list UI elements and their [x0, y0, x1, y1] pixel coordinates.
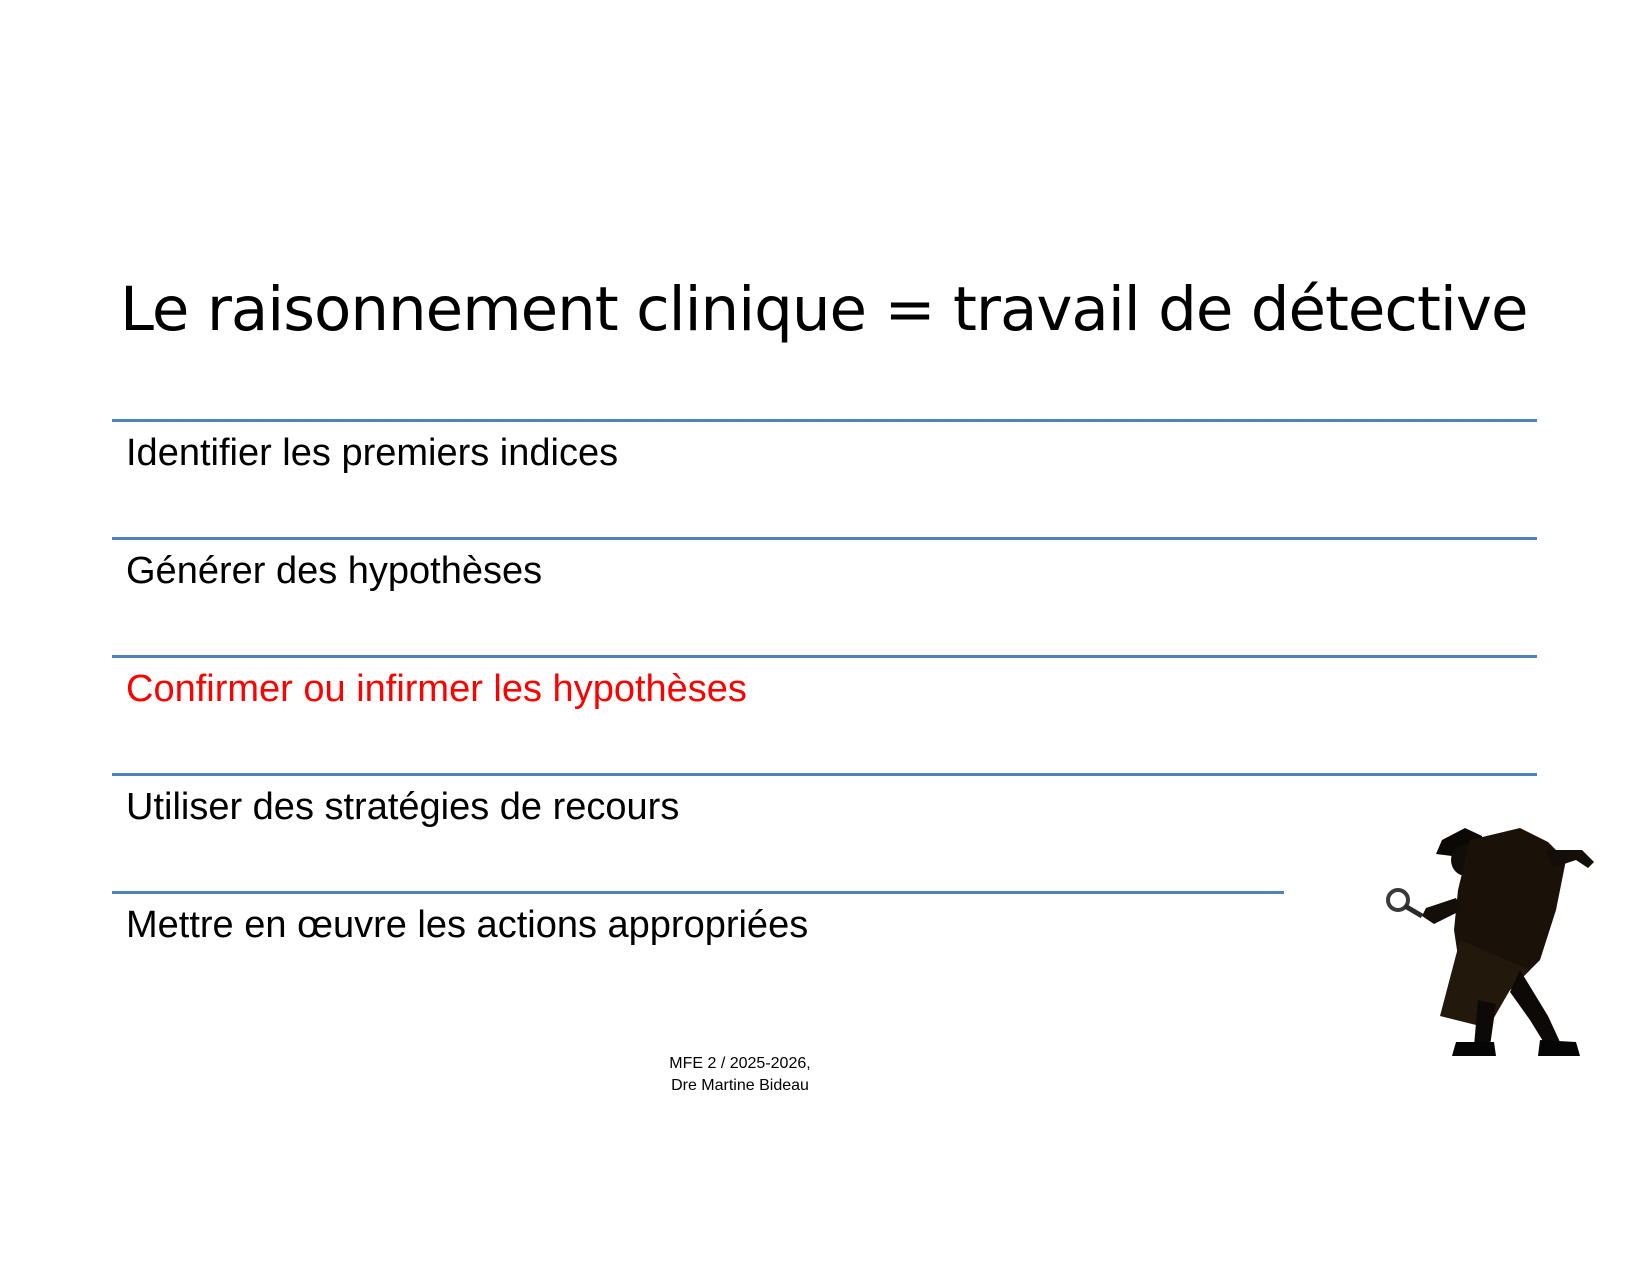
shoe-right: [1538, 1040, 1580, 1056]
step-confirm-hypotheses: Confirmer ou infirmer les hypothèses: [126, 668, 747, 710]
divider: [112, 891, 1284, 894]
step-identify-clues: Identifier les premiers indices: [126, 432, 619, 474]
leg-right: [1510, 970, 1560, 1046]
step-fallback-strategies: Utiliser des stratégies de recours: [126, 786, 680, 828]
divider: [112, 537, 1537, 540]
step-generate-hypotheses: Générer des hypothèses: [126, 550, 543, 592]
slide-title: Le raisonnement clinique = travail de détective: [120, 274, 1528, 345]
arm-shape: [1546, 850, 1594, 868]
divider: [112, 773, 1537, 776]
magnifier-handle: [1405, 906, 1422, 916]
step-take-actions: Mettre en œuvre les actions appropriées: [126, 904, 809, 946]
footer-course: MFE 2 / 2025-2026,: [669, 1055, 811, 1072]
divider: [112, 419, 1537, 422]
shoe-left: [1452, 1042, 1496, 1056]
footer-author: Dre Martine Bideau: [671, 1077, 809, 1094]
detective-silhouette-icon: [1370, 820, 1610, 1060]
divider: [112, 655, 1537, 658]
slide-footer: [600, 1053, 880, 1097]
